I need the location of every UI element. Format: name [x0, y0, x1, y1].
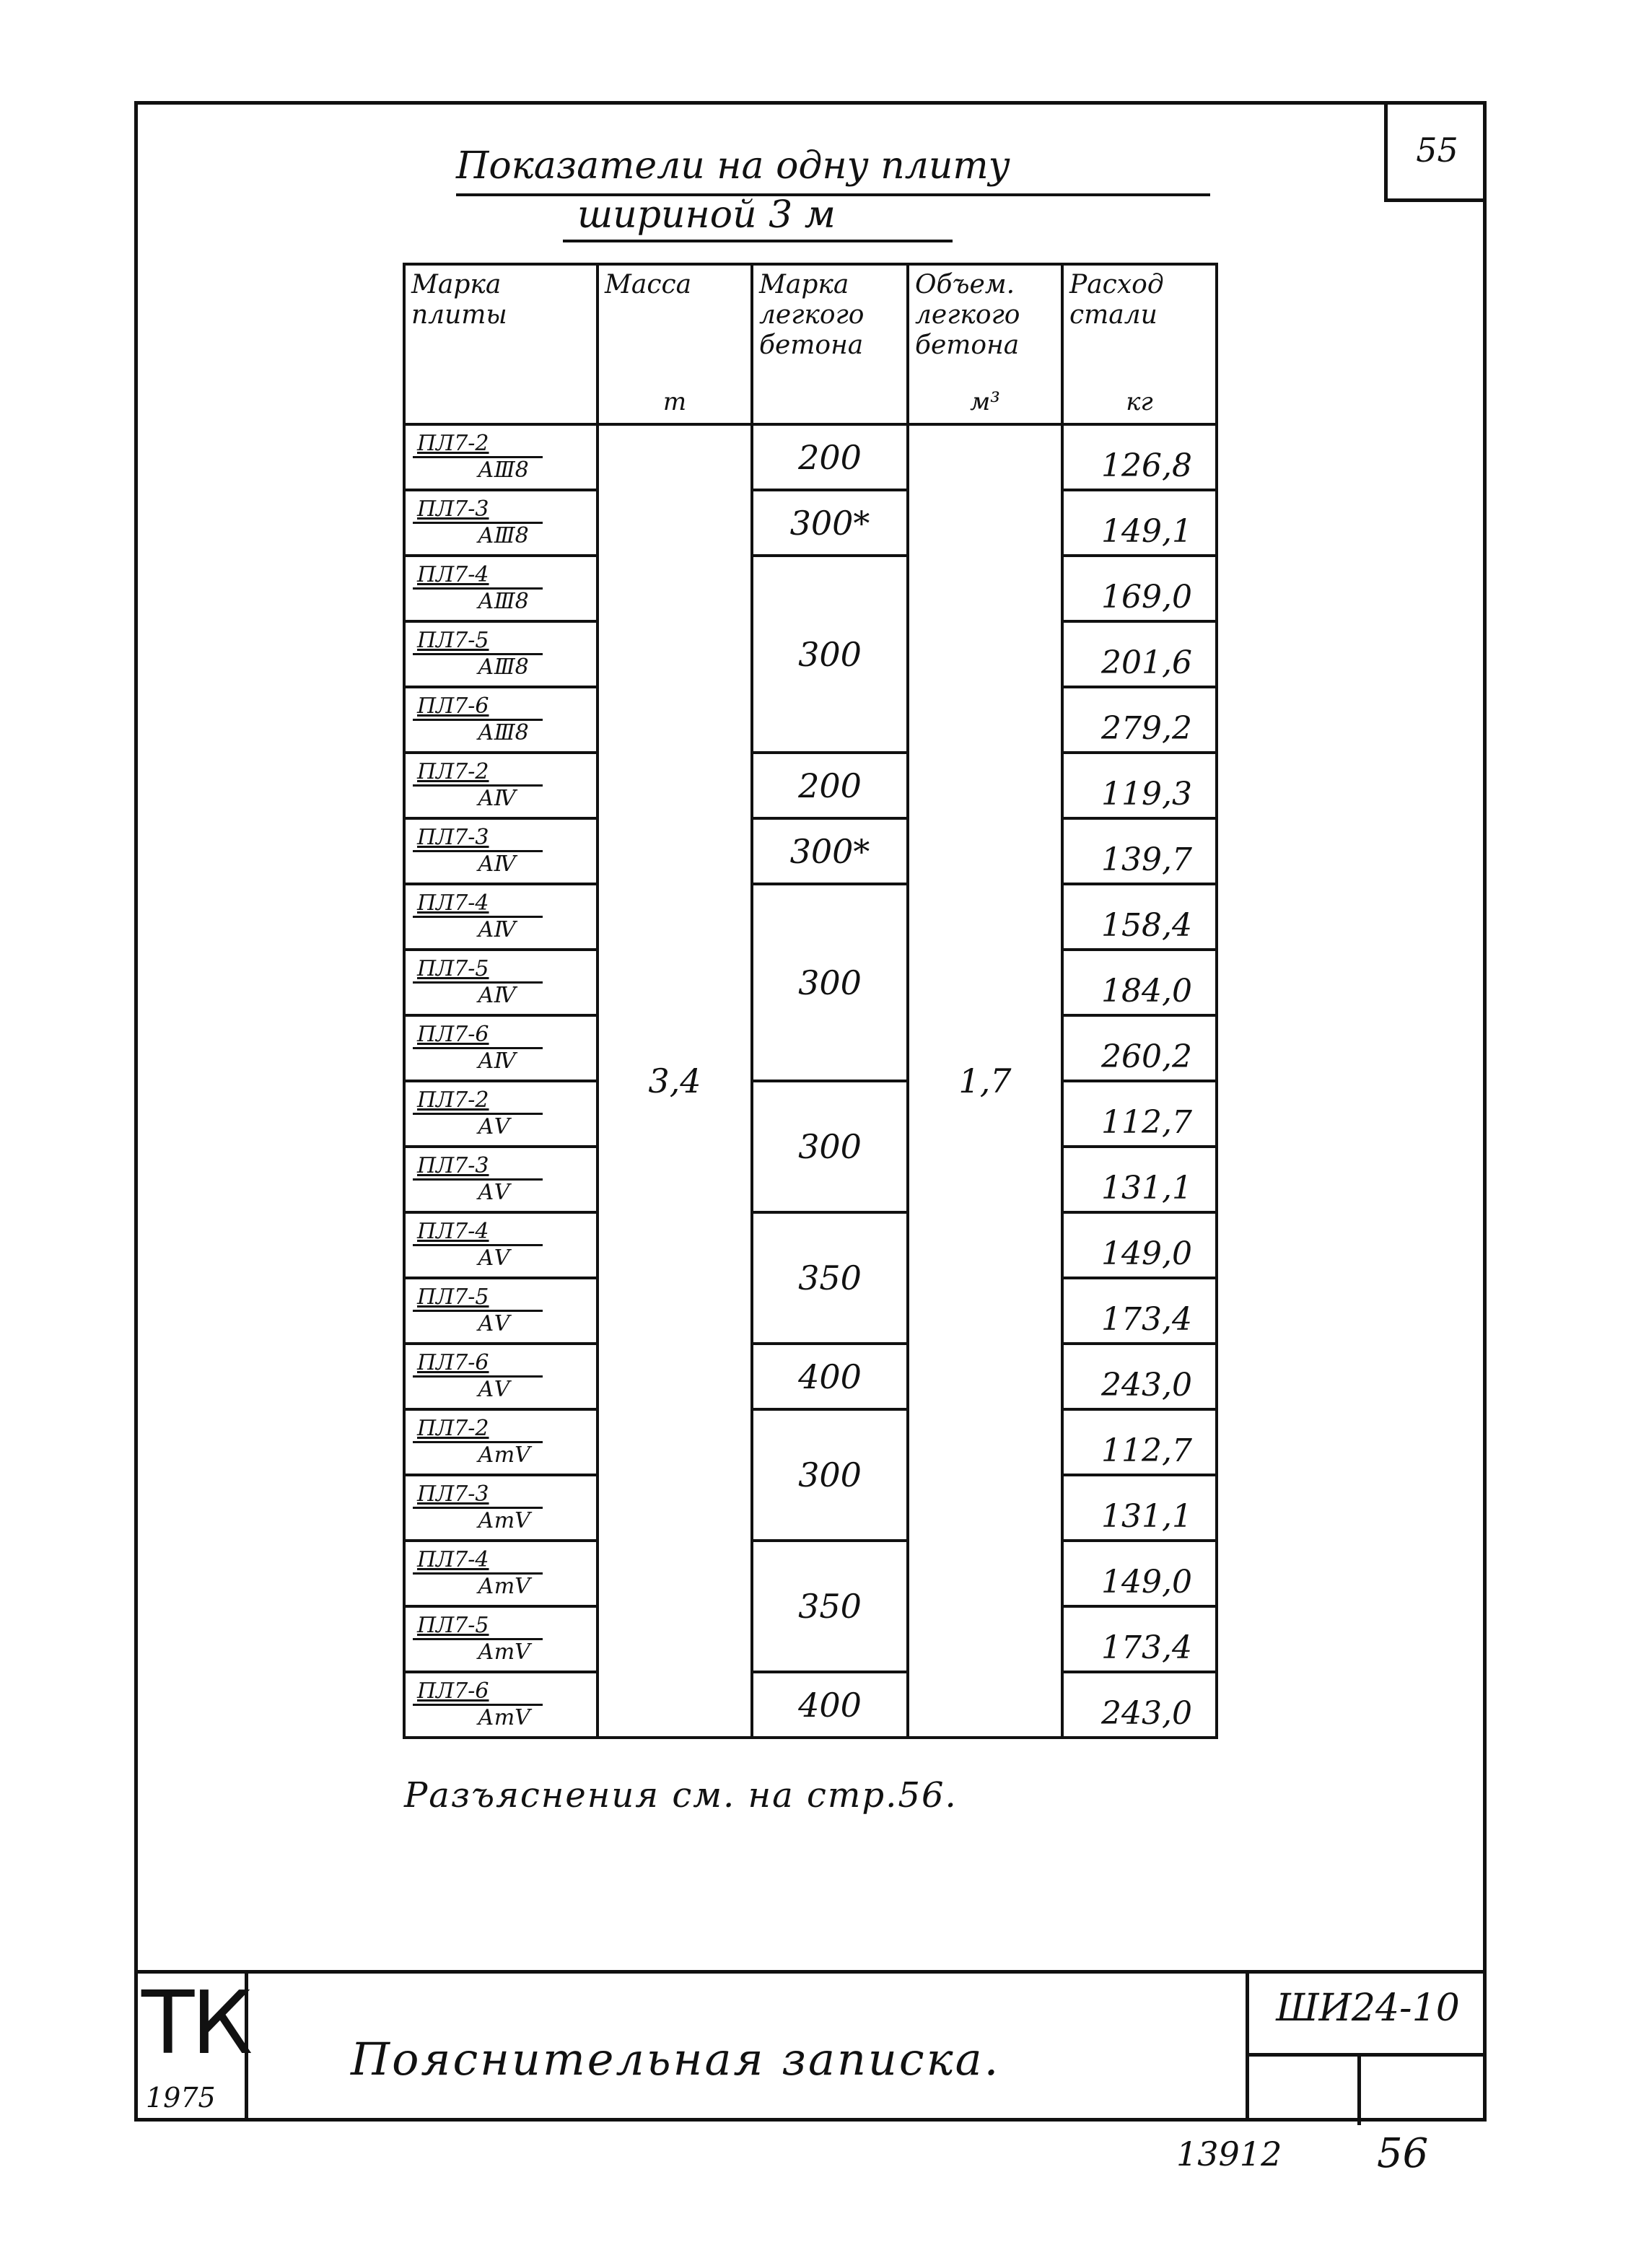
- plate-mark-cell: [404, 1212, 598, 1278]
- table-header-row: [404, 264, 1217, 424]
- plate-mark-cell: [404, 1015, 598, 1081]
- plate-mark-cell: [404, 556, 598, 621]
- header-cell: [752, 264, 908, 424]
- steel-consumption-cell: 279,2: [1062, 687, 1217, 753]
- steel-consumption-cell: 201,6: [1062, 621, 1217, 687]
- plate-mark-bottom: АтⅤ: [478, 1508, 530, 1533]
- volume-cell: 1,7: [908, 424, 1062, 1738]
- table-row: [404, 1541, 1217, 1606]
- plate-mark-bottom: АⅢ8: [478, 589, 529, 614]
- steel-consumption-cell: 149,0: [1062, 1541, 1217, 1606]
- concrete-grade-cell: 300*: [752, 818, 908, 884]
- concrete-grade-cell: 400: [752, 1672, 908, 1738]
- plate-mark-top: ПЛ7-6: [413, 694, 543, 721]
- header-unit: м³: [970, 388, 1000, 416]
- table-body: [404, 424, 1217, 1738]
- plate-mark-cell: [404, 1672, 598, 1738]
- plate-mark: [413, 957, 543, 1008]
- concrete-grade-cell: 300: [752, 884, 908, 1081]
- plate-mark-top: ПЛ7-4: [413, 891, 543, 918]
- plate-mark-top: ПЛ7-2: [413, 432, 543, 458]
- plate-mark-cell: [404, 687, 598, 753]
- header-cell: [598, 264, 752, 424]
- plate-mark-bottom: АⅢ8: [478, 654, 529, 680]
- concrete-grade-cell: 200: [752, 424, 908, 490]
- table-title-line-2: шириной 3 м: [577, 193, 836, 237]
- document-title: Пояснительная записка.: [351, 2033, 1001, 2085]
- tk-logo: ТК: [141, 1974, 250, 2074]
- plate-mark: [413, 1548, 543, 1599]
- steel-consumption-cell: 184,0: [1062, 950, 1217, 1015]
- steel-consumption-cell: 112,7: [1062, 1409, 1217, 1475]
- plate-mark-cell: [404, 818, 598, 884]
- plate-mark-bottom: АтⅤ: [478, 1705, 530, 1730]
- header-label: Расход стали: [1069, 270, 1164, 330]
- steel-consumption-cell: 131,1: [1062, 1475, 1217, 1541]
- plate-mark-bottom: АⅤ: [478, 1245, 510, 1271]
- table-row: [404, 1344, 1217, 1409]
- plate-mark-top: ПЛ7-3: [413, 497, 543, 524]
- concrete-grade-cell: 300: [752, 1409, 908, 1541]
- plate-mark-bottom: АⅣ: [478, 851, 516, 877]
- header-cell: [1062, 264, 1217, 424]
- plate-mark: [413, 1417, 543, 1468]
- plate-mark-cell: [404, 950, 598, 1015]
- steel-consumption-cell: 169,0: [1062, 556, 1217, 621]
- indicators-table: [403, 263, 1218, 1739]
- table-row: [404, 424, 1217, 490]
- table-row: [404, 753, 1217, 818]
- concrete-grade-cell: 400: [752, 1344, 908, 1409]
- plate-mark: [413, 497, 543, 548]
- plate-mark: [413, 1154, 543, 1205]
- concrete-grade-cell: 300: [752, 1081, 908, 1212]
- steel-consumption-cell: 243,0: [1062, 1672, 1217, 1738]
- sheet-number: 56: [1377, 2130, 1429, 2177]
- steel-consumption-cell: 119,3: [1062, 753, 1217, 818]
- table-row: [404, 1212, 1217, 1278]
- steel-consumption-cell: 173,4: [1062, 1278, 1217, 1344]
- plate-mark-cell: [404, 1081, 598, 1147]
- plate-mark-cell: [404, 1344, 598, 1409]
- plate-mark: [413, 891, 543, 942]
- concrete-grade-cell: 300: [752, 556, 908, 753]
- plate-mark: [413, 432, 543, 483]
- steel-consumption-cell: 149,1: [1062, 490, 1217, 556]
- plate-mark-cell: [404, 884, 598, 950]
- plate-mark-bottom: АⅤ: [478, 1311, 510, 1336]
- title-underline-2: [563, 240, 953, 242]
- header-cell: [908, 264, 1062, 424]
- plate-mark: [413, 1285, 543, 1336]
- plate-mark-top: ПЛ7-2: [413, 1417, 543, 1443]
- logo-box: [134, 1974, 248, 2122]
- concrete-grade-cell: 350: [752, 1212, 908, 1344]
- table-title-line-1: Показатели на одну плиту: [456, 144, 1010, 188]
- plate-mark-bottom: АтⅤ: [478, 1639, 530, 1665]
- concrete-grade-cell: 350: [752, 1541, 908, 1672]
- plate-mark: [413, 1088, 543, 1139]
- plate-mark-bottom: АⅤ: [478, 1180, 510, 1205]
- concrete-grade-cell: 200: [752, 753, 908, 818]
- header-label: Объем. легкого бетона: [915, 270, 1020, 360]
- table-row: [404, 1409, 1217, 1475]
- title-block: [134, 1970, 1487, 2122]
- plate-mark-top: ПЛ7-5: [413, 1614, 543, 1640]
- steel-consumption-cell: 260,2: [1062, 1015, 1217, 1081]
- plate-mark-top: ПЛ7-6: [413, 1679, 543, 1706]
- sheet-cells: [1249, 2053, 1487, 2125]
- plate-mark-top: ПЛ7-2: [413, 760, 543, 787]
- explanation-note: Разъяснения см. на стр.56.: [404, 1775, 958, 1816]
- plate-mark: [413, 694, 543, 745]
- table-row: [404, 1081, 1217, 1147]
- steel-consumption-cell: 126,8: [1062, 424, 1217, 490]
- plate-mark-bottom: АⅣ: [478, 1048, 516, 1074]
- steel-consumption-cell: 149,0: [1062, 1212, 1217, 1278]
- plate-mark: [413, 1614, 543, 1665]
- plate-mark-cell: [404, 621, 598, 687]
- plate-mark-cell: [404, 1475, 598, 1541]
- plate-mark: [413, 629, 543, 680]
- plate-mark-top: ПЛ7-3: [413, 826, 543, 852]
- steel-consumption-cell: 158,4: [1062, 884, 1217, 950]
- cell-divider: [1357, 2057, 1361, 2125]
- header-label: Масса: [605, 270, 692, 299]
- year: 1975: [146, 2082, 216, 2114]
- table-row: [404, 1672, 1217, 1738]
- header-cell: [404, 264, 598, 424]
- plate-mark-bottom: АⅣ: [478, 786, 516, 811]
- plate-mark-bottom: АⅣ: [478, 917, 516, 942]
- plate-mark-cell: [404, 1606, 598, 1672]
- plate-mark-cell: [404, 424, 598, 490]
- steel-consumption-cell: 112,7: [1062, 1081, 1217, 1147]
- inventory-number: 13912: [1176, 2135, 1282, 2173]
- page-number: 55: [1416, 130, 1458, 170]
- plate-mark: [413, 1482, 543, 1533]
- mass-cell: 3,4: [598, 424, 752, 1738]
- table-row: [404, 884, 1217, 950]
- plate-mark-cell: [404, 1541, 598, 1606]
- plate-mark-bottom: АⅢ8: [478, 720, 529, 745]
- plate-mark: [413, 563, 543, 614]
- steel-consumption-cell: 243,0: [1062, 1344, 1217, 1409]
- header-unit: кг: [1126, 388, 1153, 416]
- page-number-box: [1384, 101, 1487, 202]
- document-code: ШИ24-10: [1276, 1987, 1460, 2030]
- plate-mark-top: ПЛ7-4: [413, 1220, 543, 1246]
- plate-mark-top: ПЛ7-4: [413, 1548, 543, 1575]
- table-row: [404, 556, 1217, 621]
- plate-mark-top: ПЛ7-3: [413, 1482, 543, 1509]
- concrete-grade-cell: 300*: [752, 490, 908, 556]
- plate-mark-bottom: АⅢ8: [478, 523, 529, 548]
- header-label: Марка плиты: [411, 270, 507, 330]
- plate-mark-bottom: АⅣ: [478, 983, 516, 1008]
- plate-mark-cell: [404, 1278, 598, 1344]
- plate-mark: [413, 1679, 543, 1730]
- steel-consumption-cell: 131,1: [1062, 1147, 1217, 1212]
- plate-mark: [413, 1351, 543, 1402]
- plate-mark-top: ПЛ7-2: [413, 1088, 543, 1115]
- plate-mark-bottom: АтⅤ: [478, 1442, 530, 1468]
- plate-mark: [413, 1220, 543, 1271]
- plate-mark-top: ПЛ7-6: [413, 1023, 543, 1049]
- plate-mark-cell: [404, 1409, 598, 1475]
- plate-mark-bottom: АтⅤ: [478, 1574, 530, 1599]
- steel-consumption-cell: 173,4: [1062, 1606, 1217, 1672]
- plate-mark-top: ПЛ7-6: [413, 1351, 543, 1378]
- header-unit: т: [662, 388, 687, 416]
- header-label: Марка легкого бетона: [759, 270, 865, 360]
- plate-mark: [413, 760, 543, 811]
- plate-mark-bottom: АⅢ8: [478, 457, 529, 483]
- code-box: [1246, 1974, 1487, 2122]
- steel-consumption-cell: 139,7: [1062, 818, 1217, 884]
- plate-mark-top: ПЛ7-5: [413, 1285, 543, 1312]
- plate-mark-bottom: АⅤ: [478, 1114, 510, 1139]
- plate-mark-bottom: АⅤ: [478, 1377, 510, 1402]
- table-row: [404, 818, 1217, 884]
- plate-mark: [413, 1023, 543, 1074]
- plate-mark: [413, 826, 543, 877]
- table-row: [404, 490, 1217, 556]
- plate-mark-top: ПЛ7-3: [413, 1154, 543, 1181]
- plate-mark-cell: [404, 753, 598, 818]
- plate-mark-top: ПЛ7-5: [413, 957, 543, 984]
- plate-mark-cell: [404, 490, 598, 556]
- plate-mark-top: ПЛ7-4: [413, 563, 543, 590]
- plate-mark-cell: [404, 1147, 598, 1212]
- plate-mark-top: ПЛ7-5: [413, 629, 543, 655]
